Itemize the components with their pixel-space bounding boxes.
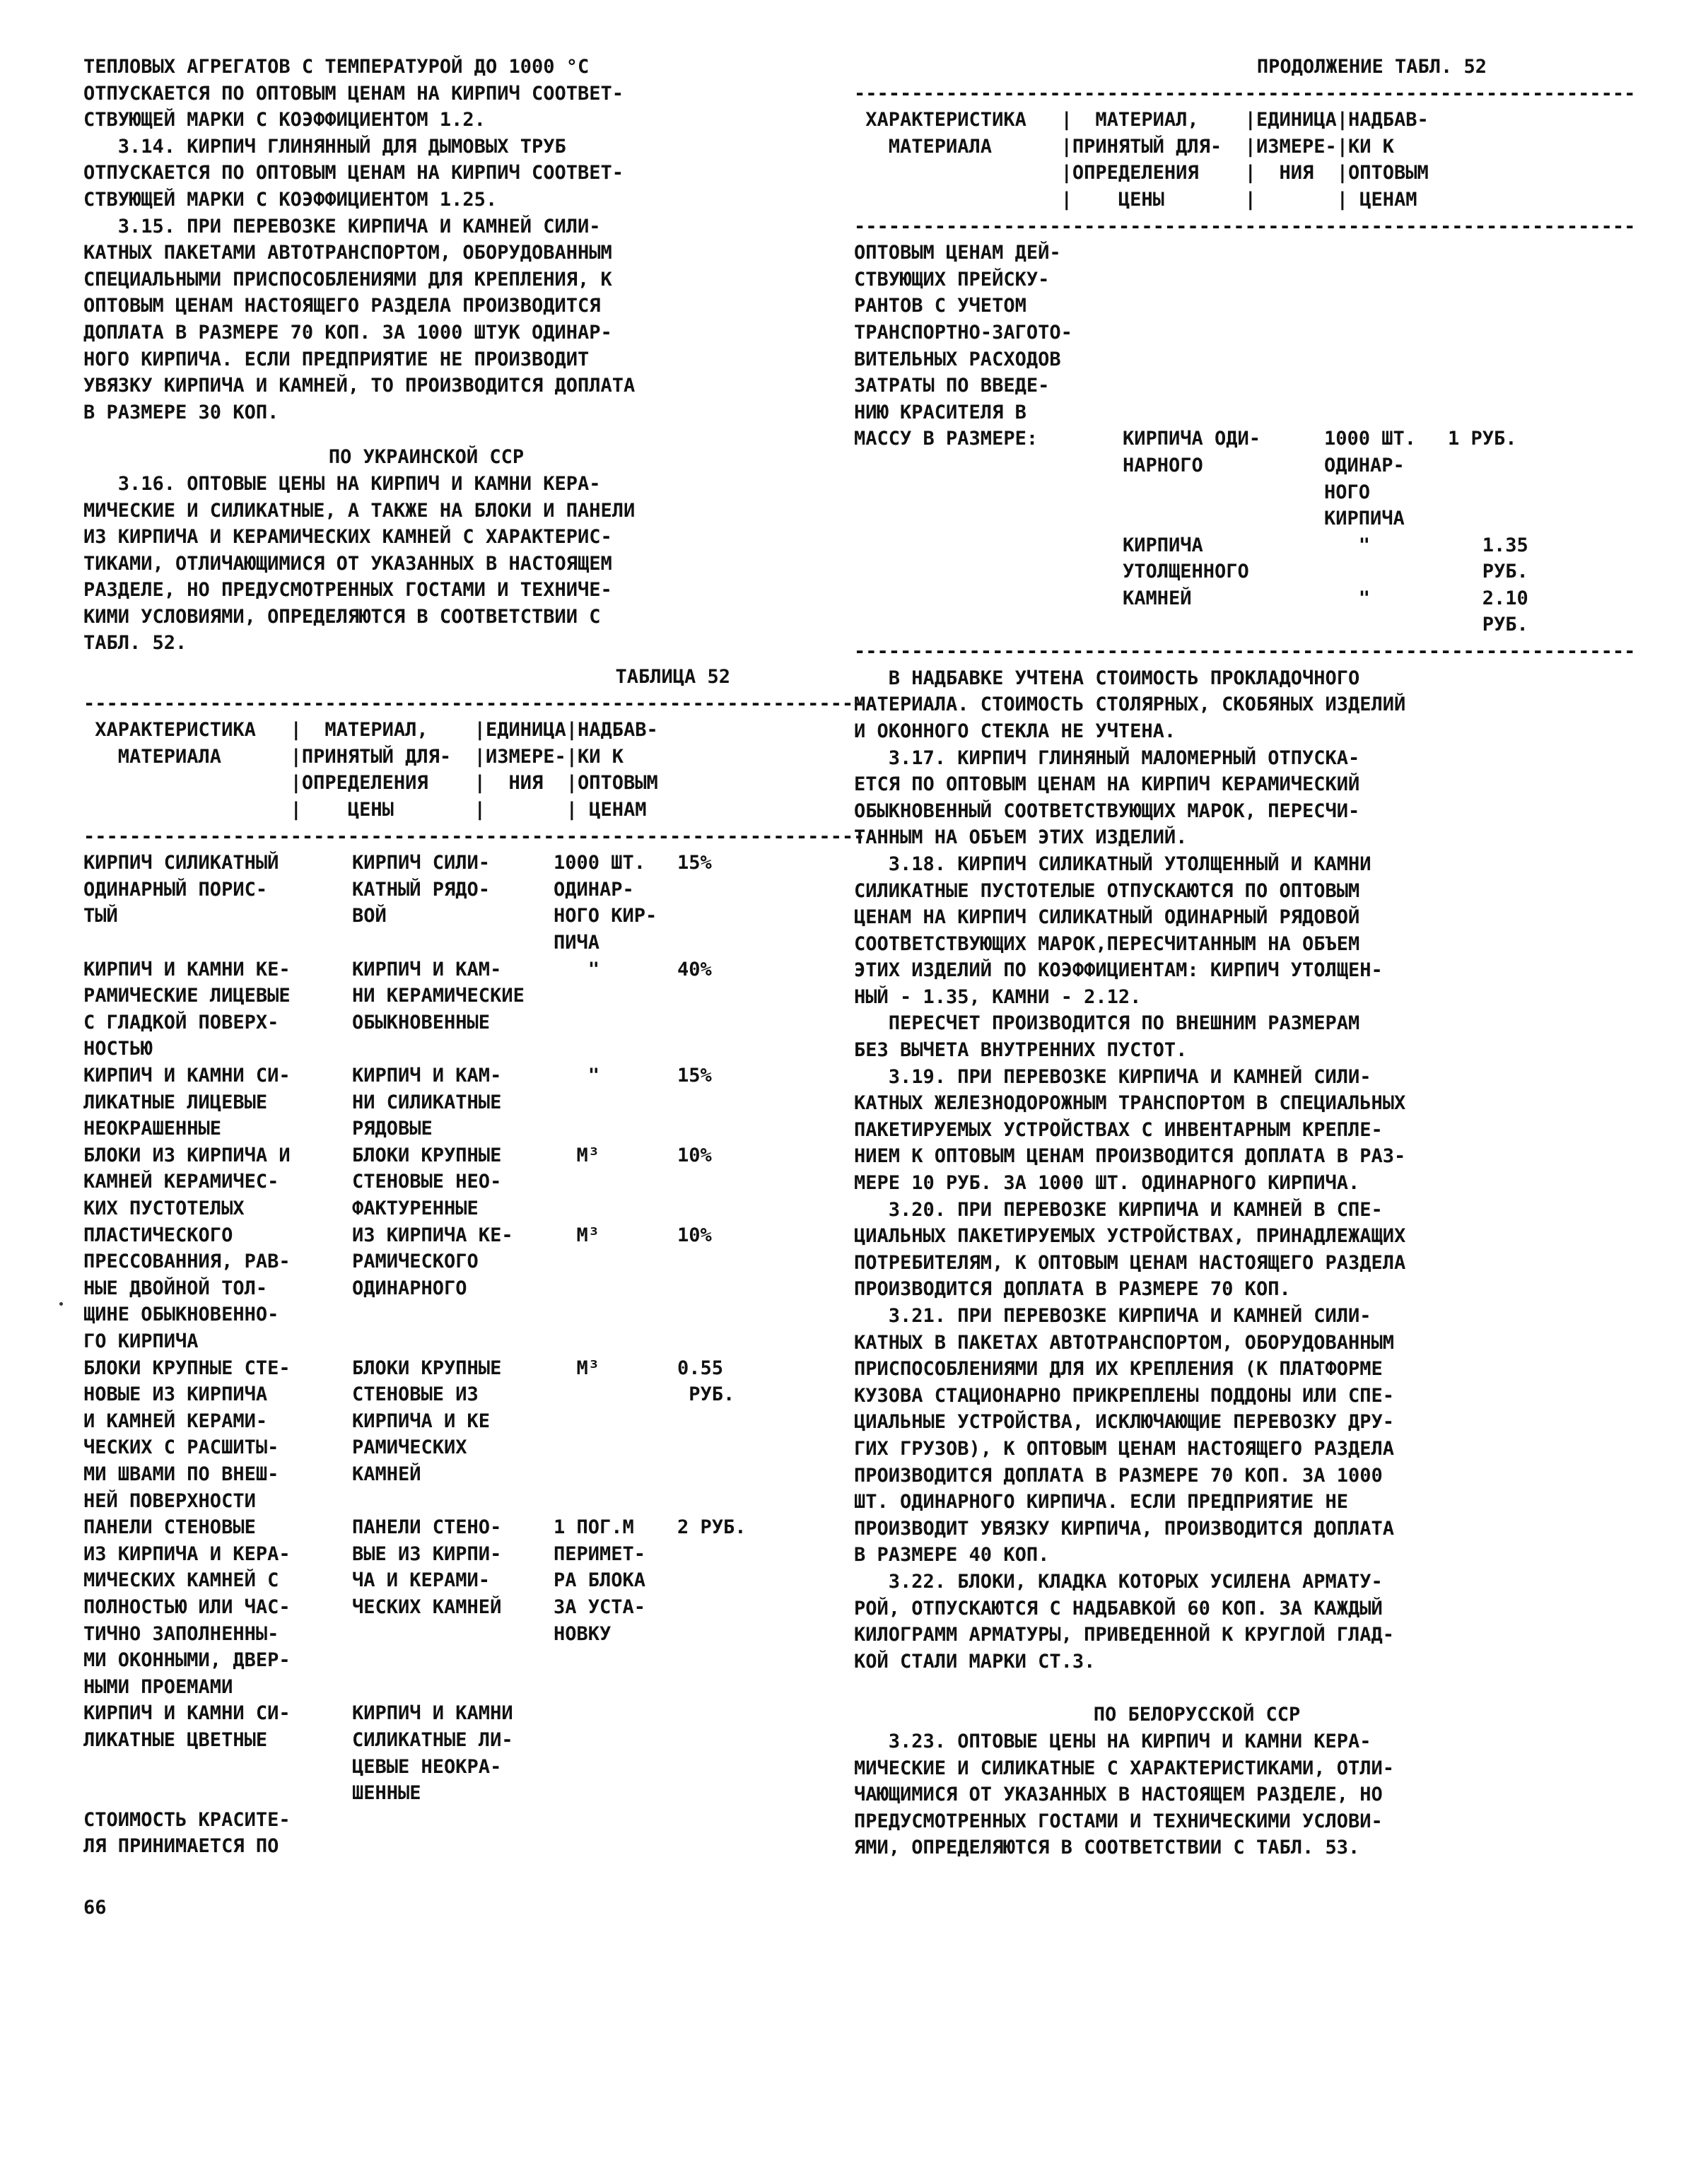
left-column (83, 54, 865, 1860)
table-cell-unit: " (554, 1065, 600, 1087)
table-cell-characteristic: КИРПИЧ И КАМНИ СИ- ЛИКАТНЫЕ ЦВЕТНЫЕ СТОИМОСТЬ КРАСИТЕ- ЛЯ ПРИНИМАЕТСЯ ПО (83, 1702, 291, 1858)
table-cell-markup: 0.55 РУБ. (677, 1357, 735, 1406)
table-cell-characteristic: КИРПИЧ И КАМНИ СИ- ЛИКАТНЫЕ ЛИЦЕВЫЕ НЕОКРАШЕННЫЕ (83, 1065, 291, 1140)
table-cell-markup: 15% (677, 852, 712, 874)
right-column (854, 54, 1636, 1861)
table-cell-unit: 1 ПОГ.М ПЕРИМЕТ- РА БЛОКА ЗА УСТА- НОВКУ (554, 1516, 646, 1645)
paragraph-3-22: 3.22. БЛОКИ, КЛАДКА КОТОРЫХ УСИЛЕНА АРМАТУ- РОЙ, ОТПУСКАЮТСЯ С НАДБАВКОЙ 60 КОП. ЗА КАЖДЫЙ КИЛОГРАММ АРМАТУРЫ, ПРИВЕДЕННОЙ К КРУГЛОЙ ГЛАД- КОЙ СТАЛИ МАРКИ СТ.3. (854, 1570, 1395, 1673)
table-row (83, 850, 769, 956)
table-cell-unit: 1000 ШТ. ОДИНАР- НОГО КИР- ПИЧА (554, 852, 657, 954)
table-row (83, 1514, 769, 1700)
table-cell-material: КИРПИЧ И КАМНИ СИЛИКАТНЫЕ ЛИ- ЦЕВЫЕ НЕОКРА- ШЕННЫЕ (352, 1702, 513, 1805)
table-note: В НАДБАВКЕ УЧТЕНА СТОИМОСТЬ ПРОКЛАДОЧНОГО МАТЕРИАЛА. СТОИМОСТЬ СТОЛЯРНЫХ, СКОБЯНЫХ ИЗДЕЛИЙ И ОКОННОГО СТЕКЛА НЕ УЧТЕНА. (854, 667, 1406, 742)
table-row (854, 240, 1540, 638)
table-cell-markup: 1 РУБ. 1.35 РУБ. 2.10 РУБ. (1448, 428, 1528, 636)
table-cell-markup: 15% (677, 1065, 712, 1087)
intro-paragraph: ТЕПЛОВЫХ АГРЕГАТОВ С ТЕМПЕРАТУРОЙ ДО 1000 °С ОТПУСКАЕТСЯ ПО ОПТОВЫМ ЦЕНАМ НА КИРПИЧ СООТВЕТ- СТВУЮЩЕЙ МАРКИ С КОЭФФИЦИЕНТОМ 1.2. (83, 56, 624, 131)
paragraph-3-16: 3.16. ОПТОВЫЕ ЦЕНЫ НА КИРПИЧ И КАМНИ КЕРА- МИЧЕСКИЕ И СИЛИКАТНЫЕ, А ТАКЖЕ НА БЛОКИ И ПАНЕЛИ ИЗ КИРПИЧА И КЕРАМИЧЕСКИХ КАМНЕЙ С ХАРАКТЕРИС- ТИКАМИ, ОТЛИЧАЮЩИМИСЯ ОТ УКАЗАННЫХ В НАСТОЯЩЕМ РАЗДЕЛЕ, НО ПРЕДУСМОТРЕННЫХ ГОСТАМИ И ТЕХНИЧЕ- КИМИ УСЛОВИЯМИ, ОПРЕДЕЛЯЮТСЯ В СООТВЕТСТВИИ С ТАБЛ. 52. (83, 472, 636, 655)
section-title-belorussian-ssr: ПО БЕЛОРУССКОЙ ССР (1093, 1704, 1301, 1726)
paragraph-3-19: 3.19. ПРИ ПЕРЕВОЗКЕ КИРПИЧА И КАМНЕЙ СИЛИ- КАТНЫХ ЖЕЛЕЗНОДОРОЖНЫМ ТРАНСПОРТОМ В СПЕЦИАЛЬНЫХ ПАКЕТИРУЕМЫХ УСТРОЙСТВАХ С ИНВЕНТАРНЫМ КРЕПЛЕ- НИЕМ К ОПТОВЫМ ЦЕНАМ ПРОИЗВОДИТСЯ ДОПЛАТА В РАЗ- МЕРЕ 10 РУБ. ЗА 1000 ШТ. ОДИНАРНОГО КИРПИЧА. (854, 1065, 1406, 1195)
table-cell-unit: " (554, 958, 600, 980)
table-cell-material: БЛОКИ КРУПНЫЕ СТЕНОВЫЕ ИЗ КИРПИЧА И КЕ РАМИЧЕСКИХ КАМНЕЙ (352, 1357, 502, 1485)
table-cell-material: КИРПИЧ И КАМ- НИ КЕРАМИЧЕСКИЕ ОБЫКНОВЕННЫЕ (352, 958, 525, 1034)
table-cell-material: КИРПИЧА ОДИ- НАРНОГО КИРПИЧА УТОЛЩЕННОГО КАМНЕЙ (1123, 428, 1261, 609)
table-rule: -------------------------------------------------------------------- (83, 692, 865, 715)
table-cell-characteristic: БЛОКИ ИЗ КИРПИЧА И КАМНЕЙ КЕРАМИЧЕС- КИХ ПУСТОТЕЛЫХ ПЛАСТИЧЕСКОГО ПРЕССОВАННИЯ, РАВ- НЫЕ ДВОЙНОЙ ТОЛ- ЩИНЕ ОБЫКНОВЕННО- ГО КИРПИЧА (83, 1144, 291, 1352)
table-header: ХАРАКТЕРИСТИКА | МАТЕРИАЛ, |ЕДИНИЦА|НАДБАВ- МАТЕРИАЛА |ПРИНЯТЫЙ ДЛЯ- |ИЗМЕРЕ-|КИ К |ОПРЕДЕЛЕНИЯ | НИЯ |ОПТОВЫМ | ЦЕНЫ | | ЦЕНАМ (95, 719, 658, 821)
paragraph-3-18: 3.18. КИРПИЧ СИЛИКАТНЫЙ УТОЛЩЕННЫЙ И КАМНИ СИЛИКАТНЫЕ ПУСТОТЕЛЫЕ ОТПУСКАЮТСЯ ПО ОПТОВЫМ ЦЕНАМ НА КИРПИЧ СИЛИКАТНЫЙ ОДИНАРНЫЙ РЯДОВОЙ СООТВЕТСТВУЮЩИХ МАРОК,ПЕРЕСЧИТАННЫМ НА ОБЪЕМ ЭТИХ ИЗДЕЛИЙ ПО КОЭФФИЦИЕНТАМ: КИРПИЧ УТОЛЩЕН- НЫЙ - 1.35, КАМНИ - 2.12. (854, 853, 1383, 1008)
table-cell-characteristic: ОПТОВЫМ ЦЕНАМ ДЕЙ- СТВУЮЩИХ ПРЕЙСКУ- РАНТОВ С УЧЕТОМ ТРАНСПОРТНО-ЗАГОТО- ВИТЕЛЬНЫХ РАСХОДОВ ЗАТРАТЫ ПО ВВЕДЕ- НИЮ КРАСИТЕЛЯ В МАССУ В РАЗМЕРЕ: (854, 242, 1072, 450)
table-continuation-label: ПРОДОЛЖЕНИЕ ТАБЛ. 52 (1256, 56, 1487, 78)
paragraph-3-15: 3.15. ПРИ ПЕРЕВОЗКЕ КИРПИЧА И КАМНЕЙ СИЛИ- КАТНЫХ ПАКЕТАМИ АВТОТРАНСПОРТОМ, ОБОРУДОВАННЫМ СПЕЦИАЛЬНЫМИ ПРИСПОСОБЛЕНИЯМИ ДЛЯ КРЕПЛЕНИЯ, К ОПТОВЫМ ЦЕНАМ НАСТОЯЩЕГО РАЗДЕЛА ПРОИЗВОДИТСЯ ДОПЛАТА В РАЗМЕРЕ 70 КОП. ЗА 1000 ШТУК ОДИНАР- НОГО КИРПИЧА. ЕСЛИ ПРЕДПРИЯТИЕ НЕ ПРОИЗВОДИТ УВЯЗКУ КИРПИЧА И КАМНЕЙ, ТО ПРОИЗВОДИТСЯ ДОПЛАТА В РАЗМЕРЕ 30 КОП. (83, 215, 636, 423)
table-rule: -------------------------------------------------------------------- (854, 640, 1636, 663)
table-rule: -------------------------------------------------------------------- (854, 82, 1636, 105)
table-cell-characteristic: КИРПИЧ СИЛИКАТНЫЙ ОДИНАРНЫЙ ПОРИС- ТЫЙ (83, 852, 279, 927)
table-cell-markup: 2 РУБ. (677, 1516, 747, 1539)
table-cell-material: КИРПИЧ СИЛИ- КАТНЫЙ РЯДО- ВОЙ (352, 852, 491, 927)
paragraph-3-21: 3.21. ПРИ ПЕРЕВОЗКЕ КИРПИЧА И КАМНЕЙ СИЛИ- КАТНЫХ В ПАКЕТАХ АВТОТРАНСПОРТОМ, ОБОРУДОВАННЫМ ПРИСПОСОБЛЕНИЯМИ ДЛЯ ИХ КРЕПЛЕНИЯ (К ПЛАТФОРМЕ КУЗОВА СТАЦИОНАРНО ПРИКРЕПЛЕНЫ ПОДДОНЫ ИЛИ СПЕ- ЦИАЛЬНЫЕ УСТРОЙСТВА, ИСКЛЮЧАЮЩИЕ ПЕРЕВОЗКУ ДРУ- ГИХ ГРУЗОВ), К ОПТОВЫМ ЦЕНАМ НАСТОЯЩЕГО РАЗДЕЛА ПРОИЗВОДИТСЯ ДОПЛАТА В РАЗМЕРЕ 70 КОП. ЗА 1000 ШТ. ОДИНАРНОГО КИРПИЧА. ЕСЛИ ПРЕДПРИЯТИЕ НЕ ПРОИЗВОДИТ УВЯЗКУ КИРПИЧА, ПРОИЗВОДИТСЯ ДОПЛАТА В РАЗМЕРЕ 40 КОП. (854, 1305, 1395, 1567)
section-title-ukrainian-ssr: ПО УКРАИНСКОЙ ССР (328, 446, 525, 469)
table-label: ТАБЛИЦА 52 (615, 666, 730, 689)
scan-speck (59, 1302, 63, 1306)
table-rule: -------------------------------------------------------------------- (83, 825, 865, 848)
table-cell-markup: 10% 10% (677, 1144, 712, 1246)
table-cell-unit: М³ М³ (576, 1144, 600, 1246)
table-body (83, 850, 769, 1860)
table-cell-material: БЛОКИ КРУПНЫЕ СТЕНОВЫЕ НЕО- ФАКТУРЕННЫЕ ИЗ КИРПИЧА КЕ- РАМИЧЕСКОГО ОДИНАРНОГО (352, 1144, 513, 1299)
table-cell-unit: М³ (554, 1357, 600, 1379)
table-cell-characteristic: ПАНЕЛИ СТЕНОВЫЕ ИЗ КИРПИЧА И КЕРА- МИЧЕСКИХ КАМНЕЙ С ПОЛНОСТЬЮ ИЛИ ЧАС- ТИЧНО ЗАПОЛНЕННЫ- МИ ОКОННЫМИ, ДВЕР- НЫМИ ПРОЕМАМИ (83, 1516, 291, 1698)
table-cell-material: КИРПИЧ И КАМ- НИ СИЛИКАТНЫЕ РЯДОВЫЕ (352, 1065, 502, 1140)
table-cell-unit: 1000 ШТ. ОДИНАР- НОГО КИРПИЧА " " (1324, 428, 1417, 609)
table-rule: -------------------------------------------------------------------- (854, 215, 1636, 238)
paragraph-3-20: 3.20. ПРИ ПЕРЕВОЗКЕ КИРПИЧА И КАМНЕЙ В СПЕ- ЦИАЛЬНЫХ ПАКЕТИРУЕМЫХ УСТРОЙСТВАХ, ПРИНАДЛЕЖАЩИХ ПОТРЕБИТЕЛЯМ, К ОПТОВЫМ ЦЕНАМ НАСТОЯЩЕГО РАЗДЕЛА ПРОИЗВОДИТСЯ ДОПЛАТА В РАЗМЕРЕ 70 КОП. (854, 1198, 1406, 1301)
table-row (83, 956, 769, 1062)
table-row (83, 1700, 769, 1860)
paragraph-3-17: 3.17. КИРПИЧ ГЛИНЯНЫЙ МАЛОМЕРНЫЙ ОТПУСКА- ЕТСЯ ПО ОПТОВЫМ ЦЕНАМ НА КИРПИЧ КЕРАМИЧЕСКИЙ ОБЫКНОВЕННЫЙ СООТВЕТСТВУЮЩИХ МАРОК, ПЕРЕСЧИ- ТАННЫМ НА ОБЪЕМ ЭТИХ ИЗДЕЛИЙ. (854, 747, 1360, 849)
table-row (83, 1142, 769, 1355)
table-row (83, 1062, 769, 1142)
paragraph-3-23: 3.23. ОПТОВЫЕ ЦЕНЫ НА КИРПИЧ И КАМНИ КЕРА- МИЧЕСКИЕ И СИЛИКАТНЫЕ С ХАРАКТЕРИСТИКАМИ, ОТЛИ- ЧАЮЩИМИСЯ ОТ УКАЗАННЫХ В НАСТОЯЩЕМ РАЗДЕЛЕ, НО ПРЕДУСМОТРЕННЫХ ГОСТАМИ И ТЕХНИЧЕСКИМИ УСЛОВИ- ЯМИ, ОПРЕДЕЛЯЮТСЯ В СООТВЕТСТВИИ С ТАБЛ. 53. (854, 1730, 1395, 1859)
paragraph-3-14: 3.14. КИРПИЧ ГЛИНЯННЫЙ ДЛЯ ДЫМОВЫХ ТРУБ ОТПУСКАЕТСЯ ПО ОПТОВЫМ ЦЕНАМ НА КИРПИЧ СООТВЕТ- СТВУЮЩЕЙ МАРКИ С КОЭФФИЦИЕНТОМ 1.25. (83, 135, 624, 211)
table-header: ХАРАКТЕРИСТИКА | МАТЕРИАЛ, |ЕДИНИЦА|НАДБАВ- МАТЕРИАЛА |ПРИНЯТЫЙ ДЛЯ- |ИЗМЕРЕ-|КИ К |ОПРЕДЕЛЕНИЯ | НИЯ |ОПТОВЫМ | ЦЕНЫ | | ЦЕНАМ (865, 109, 1429, 211)
table-cell-characteristic: КИРПИЧ И КАМНИ КЕ- РАМИЧЕСКИЕ ЛИЦЕВЫЕ С ГЛАДКОЙ ПОВЕРХ- НОСТЬЮ (83, 958, 291, 1060)
table-cell-markup: 40% (677, 958, 712, 980)
paragraph-3-18-recalc: ПЕРЕСЧЕТ ПРОИЗВОДИТСЯ ПО ВНЕШНИМ РАЗМЕРАМ БЕЗ ВЫЧЕТА ВНУТРЕННИХ ПУСТОТ. (854, 1012, 1360, 1062)
table-cell-material: ПАНЕЛИ СТЕНО- ВЫЕ ИЗ КИРПИ- ЧА И КЕРАМИ- ЧЕСКИХ КАМНЕЙ (352, 1516, 502, 1618)
table-cell-characteristic: БЛОКИ КРУПНЫЕ СТЕ- НОВЫЕ ИЗ КИРПИЧА И КАМНЕЙ КЕРАМИ- ЧЕСКИХ С РАСШИТЫ- МИ ШВАМИ ПО ВНЕШ- НЕЙ ПОВЕРХНОСТИ (83, 1357, 291, 1512)
table-row (83, 1355, 769, 1515)
page-number: 66 (83, 1897, 107, 1919)
